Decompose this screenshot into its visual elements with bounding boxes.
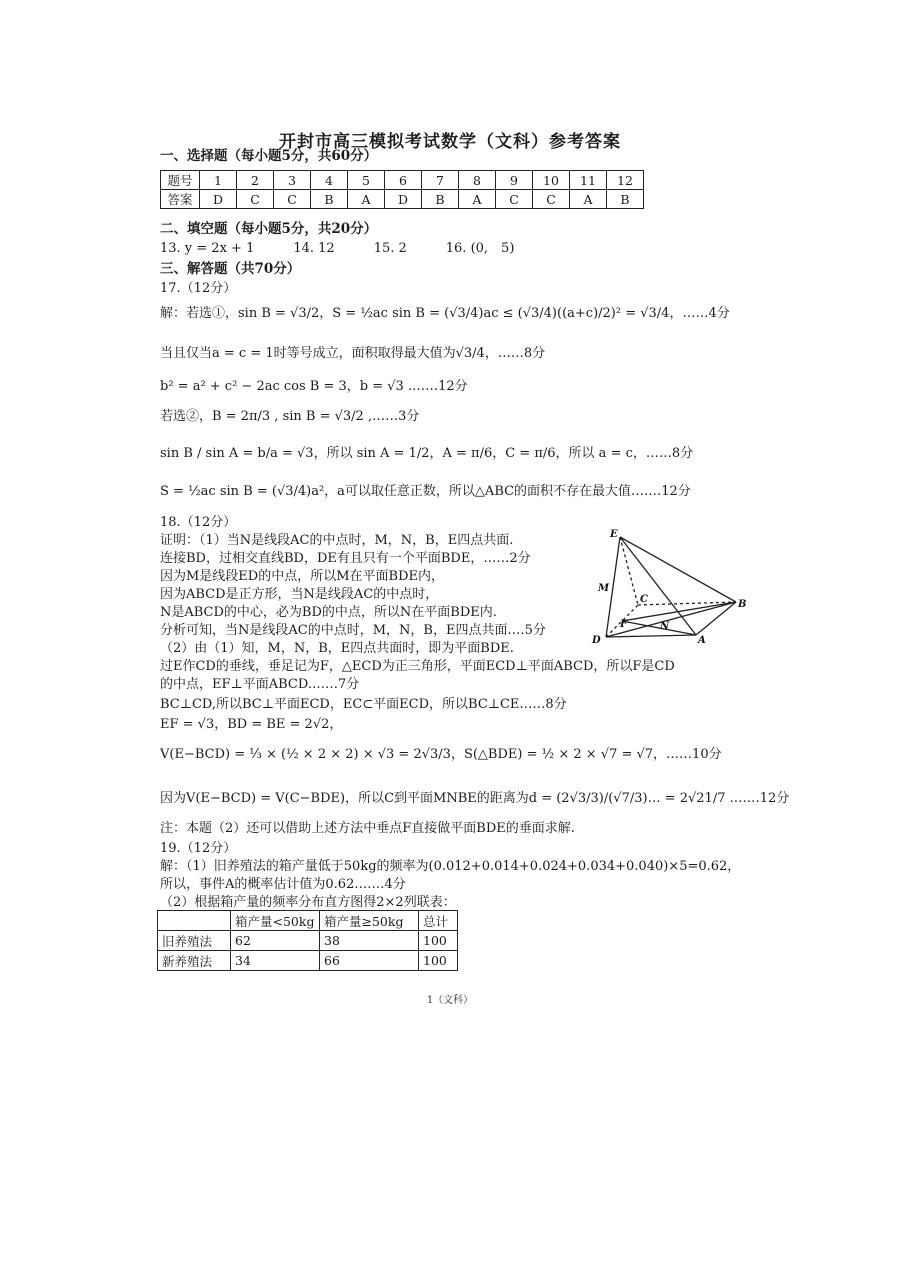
q17-line: 当且仅当a = c = 1时等号成立，面积取得最大值为√3/4，……8分 bbox=[160, 346, 546, 361]
q18-line: EF = √3，BD = BE = 2√2， bbox=[160, 717, 343, 732]
cell: 6 bbox=[385, 171, 422, 190]
cell: 8 bbox=[459, 171, 496, 190]
cell: 2 bbox=[237, 171, 274, 190]
q17-line: 解：若选①，sin B = √3/2，S = ½ac sin B = (√3/4)ac ≤ (√3/4)((a+c)/2)² = √3/4，……4分 bbox=[160, 306, 730, 321]
q18-line: 的中点，EF⊥平面ABCD.……7分 bbox=[160, 677, 360, 692]
cell: D bbox=[385, 190, 422, 209]
page-footer: 1（文科） bbox=[426, 995, 474, 1006]
cell: C bbox=[237, 190, 274, 209]
contingency-table bbox=[157, 910, 458, 971]
q18-line: 过E作CD的垂线，垂足记为F，△ECD为正三角形，平面ECD⊥平面ABCD，所以F是CD bbox=[160, 659, 675, 674]
cell: 100 bbox=[419, 931, 458, 951]
cell: 9 bbox=[496, 171, 533, 190]
answer-table bbox=[160, 170, 644, 209]
cell: 66 bbox=[320, 951, 419, 971]
cell: A bbox=[570, 190, 607, 209]
cell: C bbox=[533, 190, 570, 209]
q18-line: 因为ABCD是正方形，当N是线段AC的中点时， bbox=[160, 587, 439, 602]
q17-line: S = ½ac sin B = (√3/4)a²，a可以取任意正数，所以△ABC的面积不存在最大值.……12分 bbox=[160, 484, 691, 499]
q18-heading: 18.（12分） bbox=[160, 515, 237, 530]
label-E: E bbox=[610, 529, 618, 540]
table-row bbox=[158, 931, 458, 951]
q18-line: N是ABCD的中心，必为BD的中点，所以N在平面BDE内. bbox=[160, 605, 497, 620]
label-N: N bbox=[660, 621, 670, 632]
q18-note: 注：本题（2）还可以借助上述方法中垂点F直接做平面BDE的垂面求解. bbox=[160, 821, 575, 836]
q19-heading: 19.（12分） bbox=[160, 841, 237, 856]
cell: B bbox=[607, 190, 644, 209]
cell: 新养殖法 bbox=[158, 951, 231, 971]
q17-line: sin B / sin A = b/a = √3，所以 sin A = 1/2，A = π/6，C = π/6，所以 a = c，……8分 bbox=[160, 446, 694, 461]
table-row bbox=[161, 171, 644, 190]
table-row bbox=[158, 951, 458, 971]
label-M: M bbox=[598, 583, 610, 594]
q19-line: （2）根据箱产量的频率分布直方图得2×2列联表： bbox=[160, 895, 456, 910]
header-cell: 箱产量≥50kg bbox=[320, 911, 419, 931]
q18-line: 分析可知，当N是线段AC的中点时，M，N，B，E四点共面.…5分 bbox=[160, 623, 546, 638]
q17-line: b² = a² + c² − 2ac cos B = 3，b = √3 .……12分 bbox=[160, 379, 468, 394]
cell: 34 bbox=[231, 951, 320, 971]
q19-line: 解：（1）旧养殖法的箱产量低于50kg的频率为(0.012+0.014+0.024+0.034+0.040)×5=0.62， bbox=[160, 859, 741, 874]
label-F: F bbox=[620, 619, 628, 630]
cell: 5 bbox=[348, 171, 385, 190]
section-solutions: 三、解答题（共70分） bbox=[160, 261, 301, 277]
table-row bbox=[158, 911, 458, 931]
cell: 3 bbox=[274, 171, 311, 190]
cell: 4 bbox=[311, 171, 348, 190]
q19-line: 所以，事件A的概率估计值为0.62.……4分 bbox=[160, 877, 406, 892]
q18-line: 证明：（1）当N是线段AC的中点时，M，N，B，E四点共面. bbox=[160, 533, 514, 548]
label-A: A bbox=[698, 635, 706, 646]
q17-heading: 17.（12分） bbox=[160, 281, 237, 296]
header-cell: 总计 bbox=[419, 911, 458, 931]
cell: 1 bbox=[200, 171, 237, 190]
label-B: B bbox=[738, 599, 747, 610]
q17-line: 若选②，B = 2π/3 , sin B = √3/2 ,……3分 bbox=[160, 409, 420, 424]
cell: 38 bbox=[320, 931, 419, 951]
q18-line: 因为M是线段ED的中点，所以M在平面BDE内， bbox=[160, 569, 445, 584]
cell: 7 bbox=[422, 171, 459, 190]
page-title: 开封市高三模拟考试数学（文科）参考答案 bbox=[279, 132, 621, 152]
cell: 11 bbox=[570, 171, 607, 190]
q18-line: V(E−BCD) = ⅓ × (½ × 2 × 2) × √3 = 2√3/3，S(△BDE) = ½ × 2 × √7 = √7，……10分 bbox=[160, 747, 722, 762]
cell: B bbox=[311, 190, 348, 209]
cell: C bbox=[274, 190, 311, 209]
cell: 10 bbox=[533, 171, 570, 190]
geometry-figure bbox=[588, 527, 758, 647]
q18-line: 因为V(E−BCD) = V(C−BDE)，所以C到平面MNBE的距离为d = (2√3/3)/(√7/3)… = 2√21/7 .……12分 bbox=[160, 791, 790, 806]
row-header: 题号 bbox=[161, 171, 200, 190]
section-fill: 二、填空题（每小题5分，共20分） bbox=[160, 221, 378, 237]
cell: C bbox=[496, 190, 533, 209]
fill-in-answers: 13. y = 2x + 1 14. 12 15. 2 16. (0, 5) bbox=[160, 241, 515, 256]
cell: 100 bbox=[419, 951, 458, 971]
table-row bbox=[161, 190, 644, 209]
cell: D bbox=[200, 190, 237, 209]
label-C: C bbox=[640, 594, 648, 605]
q18-line: BC⊥CD,所以BC⊥平面ECD，EC⊂平面ECD，所以BC⊥CE……8分 bbox=[160, 697, 567, 712]
header-cell bbox=[158, 911, 231, 931]
q18-line: （2）由（1）知，M，N，B，E四点共面时，即为平面BDE. bbox=[160, 641, 514, 656]
cell: 62 bbox=[231, 931, 320, 951]
label-D: D bbox=[592, 635, 601, 646]
row-header: 答案 bbox=[161, 190, 200, 209]
section-choice: 一、选择题（每小题5分，共60分） bbox=[160, 148, 378, 164]
cell: A bbox=[459, 190, 496, 209]
cell: 12 bbox=[607, 171, 644, 190]
cell: B bbox=[422, 190, 459, 209]
q18-line: 连接BD，过相交直线BD，DE有且只有一个平面BDE，……2分 bbox=[160, 551, 531, 566]
cell: 旧养殖法 bbox=[158, 931, 231, 951]
cell: A bbox=[348, 190, 385, 209]
header-cell: 箱产量<50kg bbox=[231, 911, 320, 931]
